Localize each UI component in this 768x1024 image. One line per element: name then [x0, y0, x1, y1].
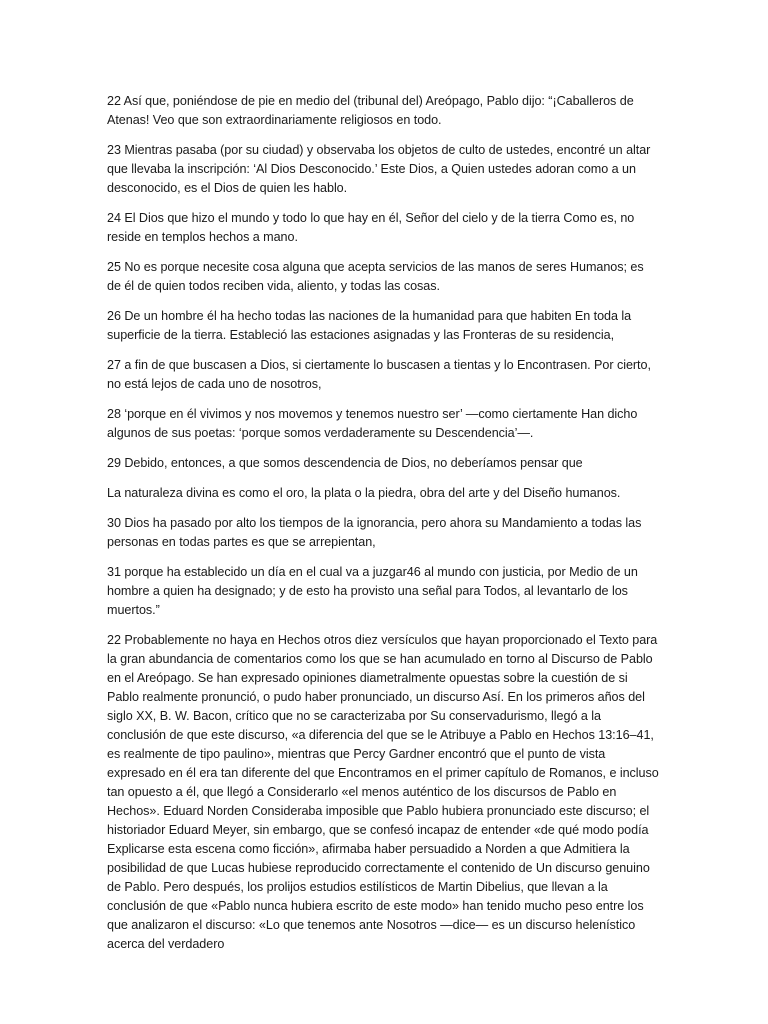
paragraph-verse-29-continued: La naturaleza divina es como el oro, la plata o la piedra, obra del arte y del Diseño humanos. — [107, 486, 621, 500]
document-body — [107, 92, 659, 965]
paragraph-verse-25: 25 No es porque necesite cosa alguna que acepta servicios de las manos de seres Humanos; es de él de quien todos reciben vida, aliento, y todas las cosas. — [107, 260, 644, 293]
paragraph-verse-28: 28 ‘porque en él vivimos y nos movemos y tenemos nuestro ser’ —como ciertamente Han dicho algunos de sus poetas: ‘porque somos verdaderamente su Descendencia’—. — [107, 407, 638, 440]
paragraph-verse-24: 24 El Dios que hizo el mundo y todo lo que hay en él, Señor del cielo y de la tierra Como es, no reside en templos hechos a mano. — [107, 211, 635, 244]
paragraph-verse-31: 31 porque ha establecido un día en el cual va a juzgar46 al mundo con justicia, por Medio de un hombre a quien ha designado; y de esto ha provisto una señal para Todos, al levantarlo de los muertos.” — [107, 565, 638, 617]
paragraph-commentary: 22 Probablemente no haya en Hechos otros diez versículos que hayan proporcionado el Texto para la gran abundancia de comentarios como los que se han acumulado en torno al Discurso de Pablo en el Areópago. Se han expresado opiniones diametralmente opuestas sobre la cuestión de si Pablo realmente pronunció, o pudo haber pronunciado, un discurso Así. En los primeros años del siglo XX, B. W. Bacon, crítico que no se caracterizaba por Su conservadurismo, llegó a la conclusión de que este discurso, «a diferencia del que se le Atribuye a Pablo en Hechos 13:16–41, es realmente de tipo paulino», mientras que Percy Gardner encontró que el punto de vista expresado en él era tan diferente del que Encontramos en el primer capítulo de Romanos, e incluso tan opuesto a él, que llegó a Considerarlo «el menos auténtico de los discursos de Pablo en Hechos». Eduard Norden Consideraba imposible que Pablo hubiera pronunciado este discurso; el historiador Eduard Meyer, sin embargo, que se confesó incapaz de entender «de qué modo podía Explicarse esta escena como ficción», afirmaba haber persuadido a Norden a que Admitiera la posibilidad de que Lucas hubiese reproducido correctamente el contenido de Un discurso genuino de Pablo. Pero después, los prolijos estudios estilísticos de Martin Dibelius, que llevan a la conclusión de que «Pablo nunca hubiera escrito de este modo» han tenido mucho peso entre los que analizaron el discurso: «Lo que tenemos ante Nosotros —dice— es un discurso helenístico acerca del verdadero — [107, 633, 659, 951]
paragraph-verse-29: 29 Debido, entonces, a que somos descendencia de Dios, no deberíamos pensar que — [107, 456, 583, 470]
paragraph-verse-26: 26 De un hombre él ha hecho todas las naciones de la humanidad para que habiten En toda la superficie de la tierra. Estableció las estaciones asignadas y las Fronteras de su residencia, — [107, 309, 632, 342]
paragraph-verse-27: 27 a fin de que buscasen a Dios, si ciertamente lo buscasen a tientas y lo Encontrasen. Por cierto, no está lejos de cada uno de nosotros, — [107, 358, 651, 391]
paragraph-verse-30: 30 Dios ha pasado por alto los tiempos de la ignorancia, pero ahora su Mandamiento a todas las personas en todas partes es que se arrepientan, — [107, 516, 642, 549]
paragraph-verse-23: 23 Mientras pasaba (por su ciudad) y observaba los objetos de culto de ustedes, encontré un altar que llevaba la inscripción: ‘Al Dios Desconocido.’ Este Dios, a Quien ustedes adoran como a un desconocido, es el Dios de quien les hablo. — [107, 143, 651, 195]
paragraph-verse-22: 22 Así que, poniéndose de pie en medio del (tribunal del) Areópago, Pablo dijo: “¡Caballeros de Atenas! Veo que son extraordinariamente religiosos en todo. — [107, 94, 634, 127]
